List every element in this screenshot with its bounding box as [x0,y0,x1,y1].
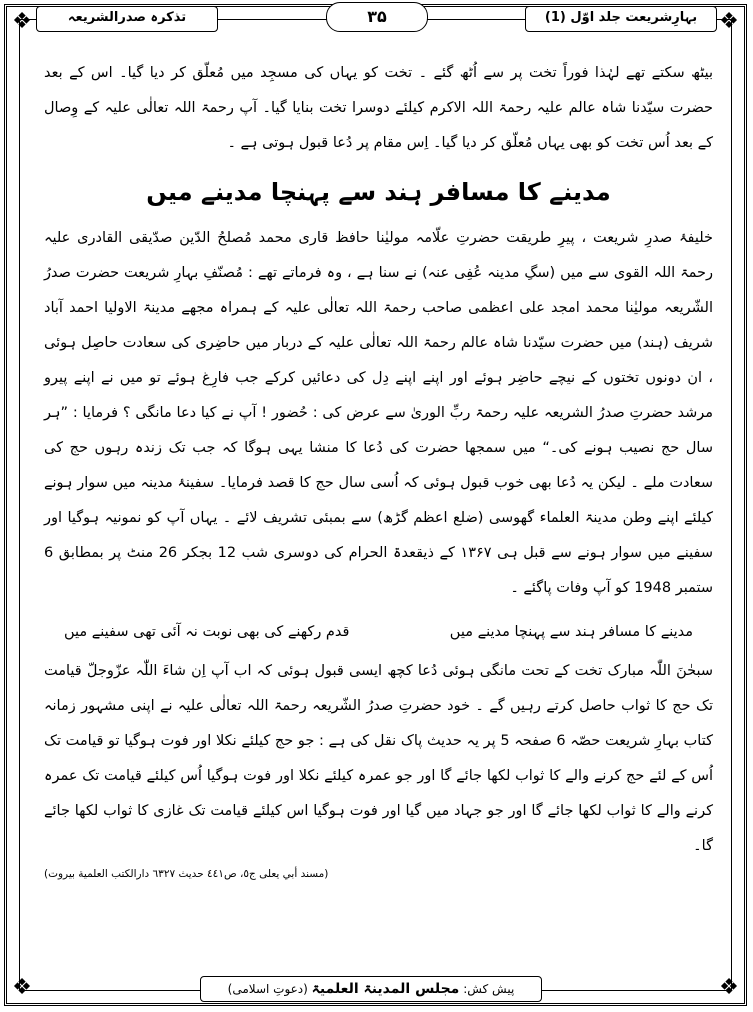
corner-ornament-icon: ❖ [12,975,32,1000]
paragraph-hadith: سبحٰنَ اللّٰہ مبارک تخت کے تحت مانگی ہوئی دُعا کچھ ایسی قبول ہوئی کہ اب آپ اِن شاءَ اللّٰہ عزّوجلّ قیامت تک حج کا ثواب حاصل کرتے رہیں گے ۔ خود حضرتِ صدرُ الشّریعہ رحمۃ اللہ تعالٰی علیہ نے اپنی مشہور زمانہ کتاب بہارِ شریعت حصّہ 6 صفحہ 5 پر یہ حدیث پاک نقل کی ہے : جو حج کیلئے نکلا اور فوت ہوگیا تو قیامت تک اُس کے لئے حج کرنے والے کا ثواب لکھا جائے گا اور جو عمرہ کیلئے نکلا اور فوت ہوگیا اُس کیلئے قیامت تک عمرہ کرنے والے کا ثواب لکھا جائے گا اور جو جہاد میں گیا اور فوت ہوگیا اس کیلئے قیامت تک غازی کا ثواب لکھا جائے گا۔ [44,663,713,854]
section-heading: مدینے کا مسافر ہند سے پہنچا مدینے میں [146,178,611,206]
page-body [44,56,713,952]
section-title: تذکرہ صدرالشریعہ [36,6,218,32]
paragraph-story: خلیفۂ صدرِ شریعت ، پیرِ طریقت حضرتِ علّامہ مولیٰنا حافظ قاری محمد مُصلحُ الدّین صدّیقی القادری علیہ رحمۃ اللہ القوی سے میں (سگِ مدینہ عُفِی عنہ) نے سنا ہے ، وہ فرماتے تھے : مُصنّفِ بہارِ شریعت حضرت صدرُ الشّریعہ مولیٰنا محمد امجد علی اعظمی صاحب رحمۃ اللہ تعالٰی علیہ کے ہمراہ مجھے مدینۃ الاولیا احمد آباد شریف (ہند) میں حضرت سیّدنا شاہ عالم رحمۃ اللہ تعالٰی علیہ کے دربار میں حاضِری کی سعادت حاصِل ہوئی ، ان دونوں تختوں کے نیچے حاضِر ہوئے اور اپنے اپنے دِل کی دعائیں کرکے جب فارِغ ہوئے تو میں نے اپنے پیرو مرشد حضرتِ صدرُ الشریعہ علیہ رحمۃ ربِّ الوریٰ سے عرض کی : حُضور ! آپ نے کیا دعا مانگی ؟ فرمایا : ”ہر سال حج نصیب ہونے کی۔“ میں سمجھا حضرت کی دُعا کا منشا یہی ہوگا کہ جب تک زندہ رہوں حج کی سعادت ملے ۔ لیکن یہ دُعا بھی خوب قبول ہوئی کہ اُسی سال حج کا قصد فرمایا۔ سفینۂ مدینہ میں سوار ہونے کیلئے اپنے وطن مدینۃ العلماء گھوسی (ضلع اعظم گڑھ) سے بمبئی تشریف لائے ۔ یہاں آپ کو نمونیہ ہوگیا اور سفینے میں سوار ہونے سے قبل ہی ۱۳۶۷ کے ذیقعدۃ الحرام کی دوسری شب 12 بجکر 26 منٹ پر بمطابق 6 ستمبر 1948 کو آپ وفات پاگئے ۔ [44,230,713,596]
hadith-reference: (مسند أبي يعلى ج٥، ص٤٤١ حديث ٦٣٢٧ دارالكتب العلمية بيروت) [44,868,329,880]
corner-ornament-icon: ❖ [719,975,739,1000]
footer-prefix: پیش کش: [463,982,515,996]
poetry-couplet [44,606,713,654]
publisher-footer [200,976,542,1002]
verse-first-line: مدینے کا مسافر ہند سے پہنچا مدینے میں [449,624,693,640]
footer-org-name: مجلس المدینۃ العلمیۃ [311,981,460,997]
footer-suffix: (دعوتِ اسلامی) [227,982,308,996]
corner-ornament-icon: ❖ [12,9,32,34]
verse-second-line: قدم رکھنے کی بھی نوبت نہ آئی تھی سفینے میں [64,624,350,640]
page-number: ۳۵ [326,2,428,32]
book-title: بہارِشریعت جلد اوّل (1) [525,6,717,32]
corner-ornament-icon: ❖ [719,9,739,34]
paragraph-intro: بیٹھ سکتے تھے لہٰذا فوراً تخت پر سے اُٹھ گئے ۔ تخت کو یہاں کی مسجِد میں مُعلّق کر دیا گیا۔ اس کے بعد حضرت سیّدنا شاہ عالم علیہ رحمۃ اللہ الاکرم کیلئے دوسرا تخت بنایا گیا۔ آپ رحمۃ اللہ تعالٰی علیہ کے وِصال کے بعد اُس تخت کو بھی یہاں مُعلّق کر دیا گیا۔ اِس مقام پر دُعا قبول ہوتی ہے ۔ [44,65,713,151]
